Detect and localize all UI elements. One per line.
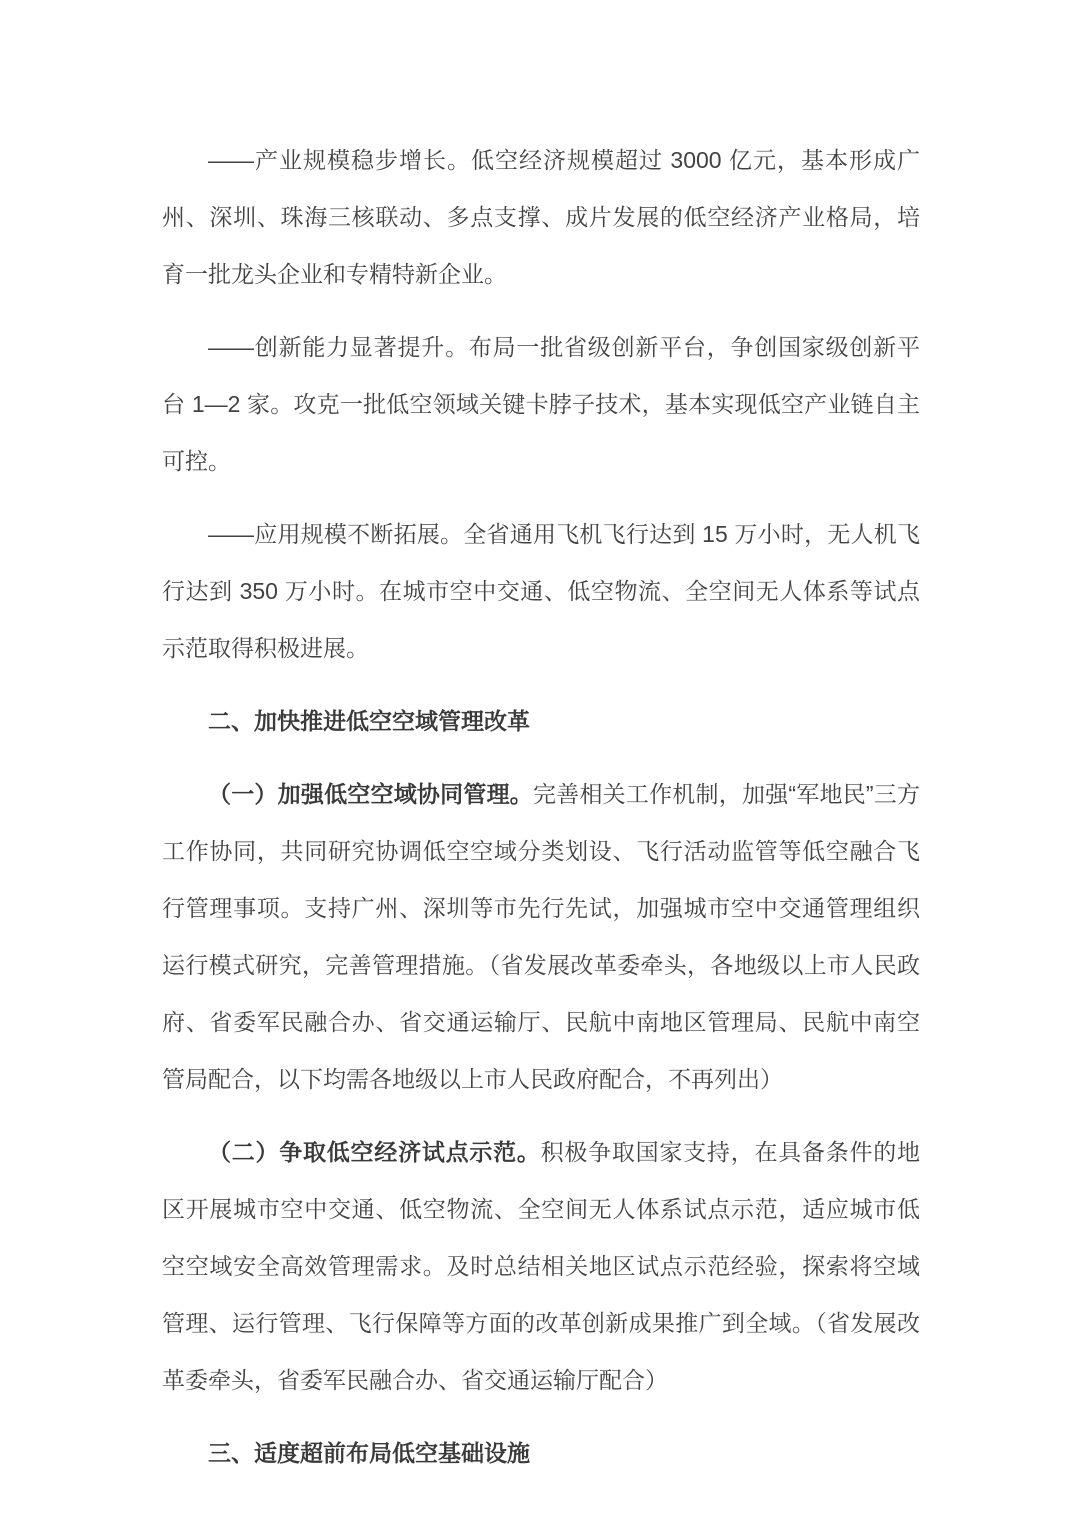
paragraph-bold-lead: （一）加强低空空域协同管理。 bbox=[208, 781, 534, 807]
paragraph-text: ——应用规模不断拓展。全省通用飞机飞行达到 15 万小时，无人机飞行达到 350 万小时。在城市空中交通、低空物流、全空间无人体系等试点示范取得积极进展。 bbox=[162, 521, 920, 661]
paragraph-innovation-capacity bbox=[162, 319, 920, 490]
paragraph-application-scale bbox=[162, 506, 920, 677]
paragraph-text: ——创新能力显著提升。布局一批省级创新平台，争创国家级创新平台 1—2 家。攻克一批低空领域关键卡脖子技术，基本实现低空产业链自主可控。 bbox=[162, 334, 920, 474]
paragraph-text: 完善相关工作机制，加强“军地民”三方工作协同，共同研究协调低空空域分类划设、飞行活动监管等低空融合飞行管理事项。支持广州、深圳等市先行先试，加强城市空中交通管理组织运行模式研究，完善管理措施。（省发展改革委牵头，各地级以上市人民政府、省委军民融合办、省交通运输厅、民航中南地区管理局、民航中南空管局配合，以下均需各地级以上市人民政府配合，不再列出） bbox=[162, 781, 920, 1092]
paragraph-item-2-pilot-demonstration bbox=[162, 1124, 920, 1409]
paragraph-text: 积极争取国家支持，在具备条件的地区开展城市空中交通、低空物流、全空间无人体系试点示范，适应城市低空空域安全高效管理需求。及时总结相关地区试点示范经验，探索将空域管理、运行管理、飞行保障等方面的改革创新成果推广到全域。（省发展改革委牵头，省委军民融合办、省交通运输厅配合） bbox=[162, 1139, 921, 1393]
paragraph-bold-lead: （二）争取低空经济试点示范。 bbox=[208, 1139, 541, 1165]
paragraph-item-1-airspace-management bbox=[162, 766, 920, 1108]
paragraph-text: ——产业规模稳步增长。低空经济规模超过 3000 亿元，基本形成广州、深圳、珠海三核联动、多点支撑、成片发展的低空经济产业格局，培育一批龙头企业和专精特新企业。 bbox=[162, 147, 920, 287]
section-heading-2 bbox=[162, 693, 920, 750]
paragraph-industry-scale bbox=[162, 132, 920, 303]
heading-text: 三、适度超前布局低空基础设施 bbox=[208, 1440, 530, 1466]
section-heading-3 bbox=[162, 1425, 920, 1482]
heading-text: 二、加快推进低空空域管理改革 bbox=[208, 708, 530, 734]
